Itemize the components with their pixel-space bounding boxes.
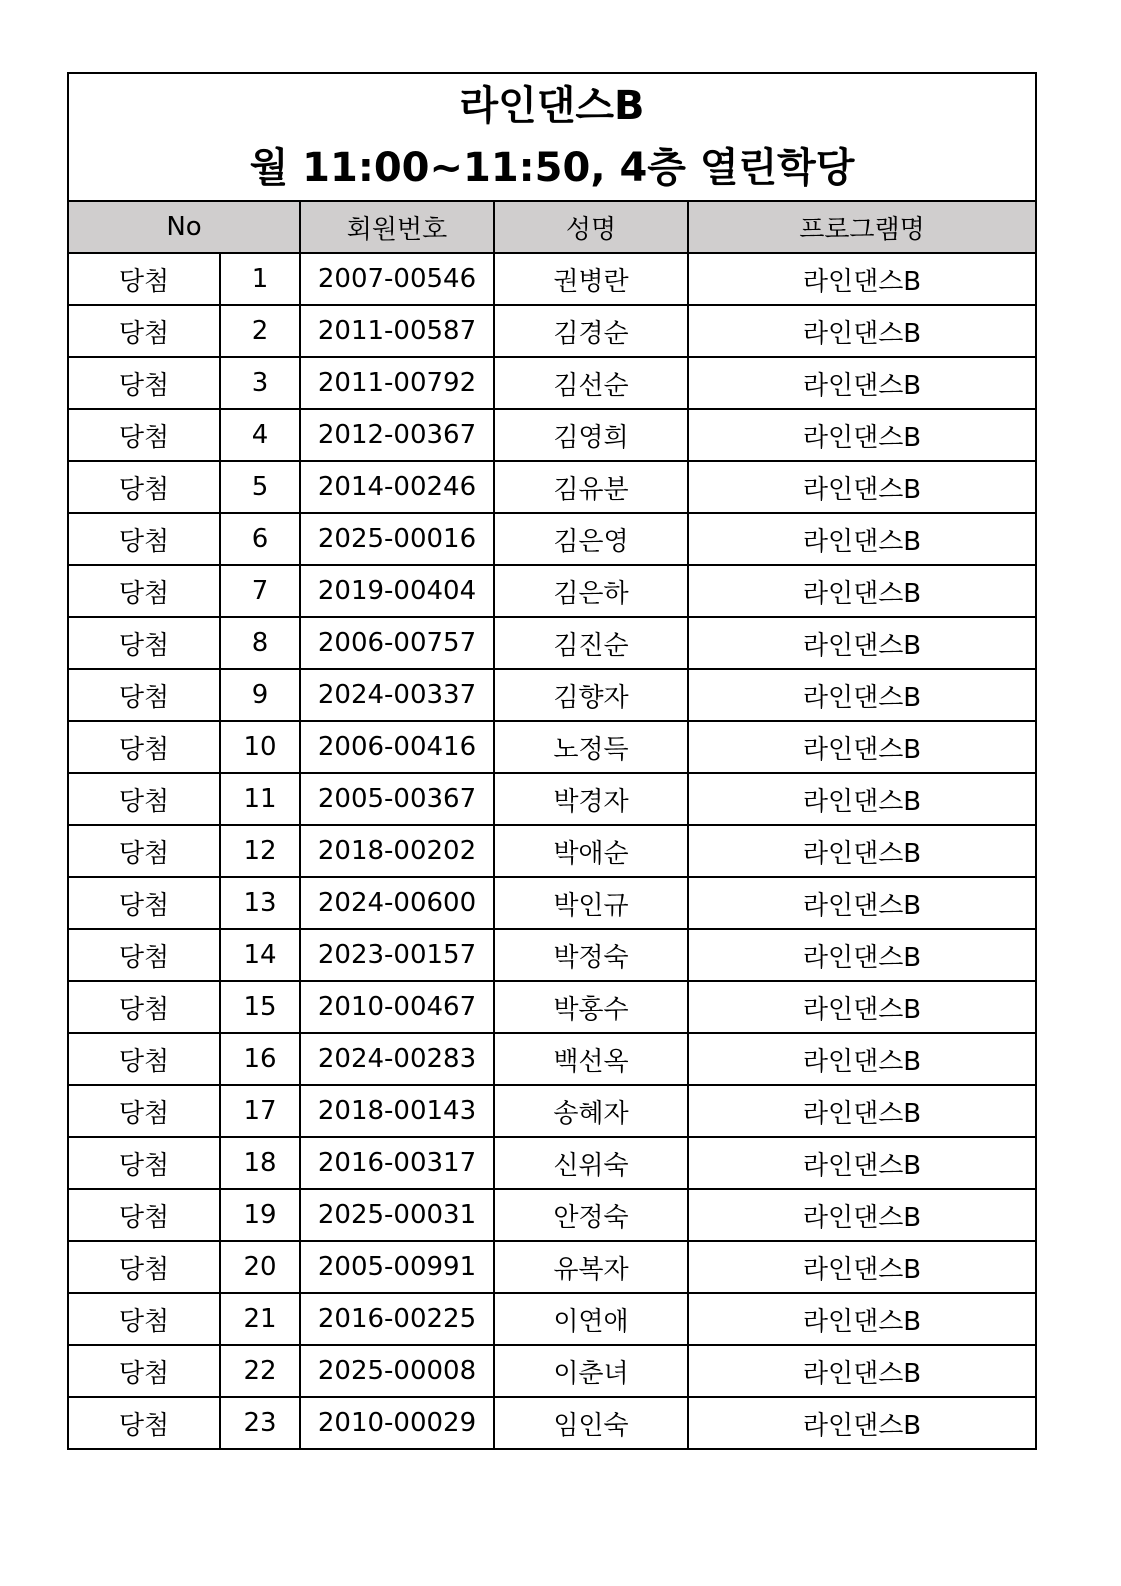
table-row [68, 929, 1036, 981]
cell-name: 신위숙 [494, 1137, 688, 1189]
cell-program: 라인댄스B [688, 461, 1036, 513]
cell-name: 김선순 [494, 357, 688, 409]
title-program: 라인댄스B [459, 83, 645, 129]
cell-name: 김영희 [494, 409, 688, 461]
table-row [68, 305, 1036, 357]
cell-name: 임인숙 [494, 1397, 688, 1449]
cell-status: 당첨 [68, 721, 220, 773]
cell-member-id: 2011-00792 [300, 357, 494, 409]
cell-program: 라인댄스B [688, 929, 1036, 981]
cell-member-id: 2018-00202 [300, 825, 494, 877]
cell-program: 라인댄스B [688, 1033, 1036, 1085]
cell-member-id: 2007-00546 [300, 253, 494, 305]
table-row [68, 877, 1036, 929]
cell-no: 15 [220, 981, 300, 1033]
cell-name: 박인규 [494, 877, 688, 929]
cell-program: 라인댄스B [688, 513, 1036, 565]
cell-name: 김경순 [494, 305, 688, 357]
cell-member-id: 2011-00587 [300, 305, 494, 357]
cell-name: 김유분 [494, 461, 688, 513]
cell-status: 당첨 [68, 1397, 220, 1449]
cell-member-id: 2006-00416 [300, 721, 494, 773]
cell-no: 18 [220, 1137, 300, 1189]
cell-program: 라인댄스B [688, 721, 1036, 773]
cell-program: 라인댄스B [688, 1241, 1036, 1293]
table-row [68, 513, 1036, 565]
cell-status: 당첨 [68, 981, 220, 1033]
header-row [68, 201, 1036, 253]
winners-table [67, 72, 1037, 1450]
cell-status: 당첨 [68, 461, 220, 513]
cell-name: 백선옥 [494, 1033, 688, 1085]
cell-name: 박애순 [494, 825, 688, 877]
header-name: 성명 [494, 201, 688, 253]
cell-no: 12 [220, 825, 300, 877]
cell-status: 당첨 [68, 1293, 220, 1345]
table-body [68, 73, 1036, 1449]
table-row [68, 253, 1036, 305]
cell-status: 당첨 [68, 1085, 220, 1137]
cell-name: 김은영 [494, 513, 688, 565]
cell-program: 라인댄스B [688, 773, 1036, 825]
header-no: No [68, 201, 300, 253]
page-title [68, 73, 1036, 201]
table-row [68, 1137, 1036, 1189]
cell-name: 안정숙 [494, 1189, 688, 1241]
cell-program: 라인댄스B [688, 669, 1036, 721]
cell-no: 17 [220, 1085, 300, 1137]
table-row [68, 409, 1036, 461]
table-row [68, 773, 1036, 825]
cell-no: 3 [220, 357, 300, 409]
table-row [68, 721, 1036, 773]
cell-no: 4 [220, 409, 300, 461]
table-row [68, 1241, 1036, 1293]
cell-name: 박홍수 [494, 981, 688, 1033]
cell-no: 21 [220, 1293, 300, 1345]
cell-status: 당첨 [68, 877, 220, 929]
cell-program: 라인댄스B [688, 877, 1036, 929]
cell-program: 라인댄스B [688, 305, 1036, 357]
cell-status: 당첨 [68, 357, 220, 409]
cell-member-id: 2024-00600 [300, 877, 494, 929]
cell-program: 라인댄스B [688, 565, 1036, 617]
cell-status: 당첨 [68, 929, 220, 981]
cell-member-id: 2006-00757 [300, 617, 494, 669]
cell-name: 권병란 [494, 253, 688, 305]
header-program: 프로그램명 [688, 201, 1036, 253]
table-row [68, 1033, 1036, 1085]
cell-program: 라인댄스B [688, 1189, 1036, 1241]
cell-member-id: 2005-00367 [300, 773, 494, 825]
cell-name: 김향자 [494, 669, 688, 721]
cell-no: 19 [220, 1189, 300, 1241]
cell-no: 9 [220, 669, 300, 721]
table-row [68, 981, 1036, 1033]
cell-name: 이연애 [494, 1293, 688, 1345]
cell-status: 당첨 [68, 825, 220, 877]
cell-no: 20 [220, 1241, 300, 1293]
cell-member-id: 2005-00991 [300, 1241, 494, 1293]
table-row [68, 461, 1036, 513]
cell-program: 라인댄스B [688, 253, 1036, 305]
cell-program: 라인댄스B [688, 1085, 1036, 1137]
table-row [68, 669, 1036, 721]
cell-no: 11 [220, 773, 300, 825]
cell-member-id: 2010-00467 [300, 981, 494, 1033]
cell-name: 유복자 [494, 1241, 688, 1293]
cell-program: 라인댄스B [688, 409, 1036, 461]
cell-no: 7 [220, 565, 300, 617]
cell-program: 라인댄스B [688, 1397, 1036, 1449]
cell-no: 22 [220, 1345, 300, 1397]
cell-member-id: 2010-00029 [300, 1397, 494, 1449]
table-row [68, 617, 1036, 669]
table-row [68, 1397, 1036, 1449]
cell-member-id: 2016-00225 [300, 1293, 494, 1345]
cell-program: 라인댄스B [688, 1345, 1036, 1397]
cell-no: 13 [220, 877, 300, 929]
cell-status: 당첨 [68, 565, 220, 617]
cell-no: 5 [220, 461, 300, 513]
cell-name: 노정득 [494, 721, 688, 773]
cell-program: 라인댄스B [688, 617, 1036, 669]
cell-status: 당첨 [68, 305, 220, 357]
cell-member-id: 2024-00337 [300, 669, 494, 721]
cell-no: 23 [220, 1397, 300, 1449]
cell-no: 6 [220, 513, 300, 565]
cell-member-id: 2025-00008 [300, 1345, 494, 1397]
cell-status: 당첨 [68, 1189, 220, 1241]
cell-name: 김진순 [494, 617, 688, 669]
cell-program: 라인댄스B [688, 981, 1036, 1033]
cell-no: 8 [220, 617, 300, 669]
cell-name: 송혜자 [494, 1085, 688, 1137]
cell-no: 2 [220, 305, 300, 357]
title-row [68, 73, 1036, 201]
cell-status: 당첨 [68, 617, 220, 669]
cell-member-id: 2024-00283 [300, 1033, 494, 1085]
cell-member-id: 2025-00031 [300, 1189, 494, 1241]
cell-no: 10 [220, 721, 300, 773]
cell-name: 김은하 [494, 565, 688, 617]
cell-name: 박경자 [494, 773, 688, 825]
cell-status: 당첨 [68, 1033, 220, 1085]
cell-program: 라인댄스B [688, 357, 1036, 409]
cell-status: 당첨 [68, 1137, 220, 1189]
cell-member-id: 2025-00016 [300, 513, 494, 565]
cell-status: 당첨 [68, 253, 220, 305]
cell-member-id: 2016-00317 [300, 1137, 494, 1189]
cell-name: 박정숙 [494, 929, 688, 981]
table-row [68, 357, 1036, 409]
cell-status: 당첨 [68, 1241, 220, 1293]
table-row [68, 1189, 1036, 1241]
table-row [68, 1345, 1036, 1397]
cell-member-id: 2019-00404 [300, 565, 494, 617]
cell-no: 16 [220, 1033, 300, 1085]
header-member-id: 회원번호 [300, 201, 494, 253]
cell-no: 14 [220, 929, 300, 981]
cell-program: 라인댄스B [688, 1137, 1036, 1189]
cell-status: 당첨 [68, 409, 220, 461]
cell-member-id: 2014-00246 [300, 461, 494, 513]
table-row [68, 565, 1036, 617]
cell-member-id: 2023-00157 [300, 929, 494, 981]
table-row [68, 1085, 1036, 1137]
cell-member-id: 2012-00367 [300, 409, 494, 461]
table-row [68, 1293, 1036, 1345]
cell-status: 당첨 [68, 513, 220, 565]
table-row [68, 825, 1036, 877]
cell-program: 라인댄스B [688, 1293, 1036, 1345]
cell-name: 이춘녀 [494, 1345, 688, 1397]
cell-status: 당첨 [68, 1345, 220, 1397]
title-schedule: 월 11:00~11:50, 4층 열린학당 [249, 145, 855, 191]
cell-no: 1 [220, 253, 300, 305]
cell-member-id: 2018-00143 [300, 1085, 494, 1137]
cell-status: 당첨 [68, 773, 220, 825]
cell-status: 당첨 [68, 669, 220, 721]
cell-program: 라인댄스B [688, 825, 1036, 877]
